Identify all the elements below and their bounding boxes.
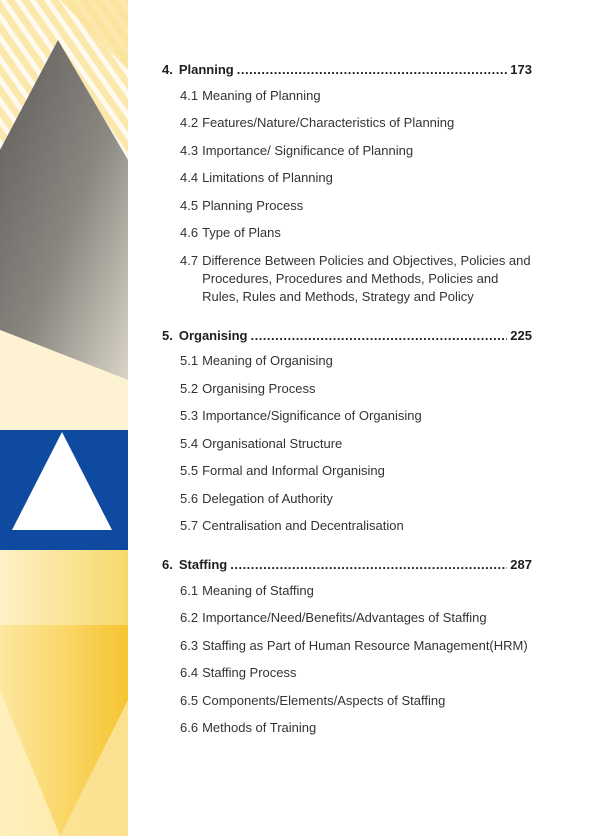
topic-title: Importance/Significance of Organising [202,408,422,423]
topic-number: 4.7 [180,252,199,268]
topic-title: Meaning of Planning [202,87,321,103]
chapter-heading[interactable] [162,557,532,572]
topic-item[interactable] [180,224,532,242]
topic-number: 5.2 [180,380,199,396]
toc-section-staffing [162,557,532,737]
topic-number: 5.6 [180,490,199,506]
topic-title: Type of Plans [202,225,281,240]
topic-title: Features/Nature/Characteristics of Planning [202,115,455,130]
topic-title: Organisational Structure [202,435,343,451]
topic-number: 5.1 [180,353,199,368]
topic-number: 4.3 [180,142,199,158]
topic-number: 4.1 [180,87,199,103]
topic-number: 4.4 [180,170,199,185]
topic-title: Staffing as Part of Human Resource Management(HRM) [202,637,528,653]
topic-number: 6.2 [180,610,199,625]
topic-item[interactable] [180,87,532,105]
topic-item[interactable] [180,352,532,370]
topic-number: 5.5 [180,463,199,478]
topic-item[interactable] [180,169,532,187]
topic-item[interactable] [180,490,532,508]
chapter-number: 6. [162,557,173,572]
topic-number: 5.4 [180,435,199,451]
chapter-heading[interactable] [162,62,532,77]
leader-dots [250,328,507,343]
topic-item[interactable] [180,664,532,682]
chapter-number: 5. [162,327,173,343]
topic-title: Meaning of Staffing [202,582,314,598]
topic-number: 6.1 [180,582,199,598]
topic-number: 6.3 [180,637,199,653]
leader-dots [237,62,508,77]
chapter-number: 4. [162,62,173,77]
topic-item[interactable] [180,462,532,480]
chapter-title: Organising [178,327,248,343]
toc-section-planning [162,62,532,306]
topic-title: Planning Process [202,197,304,213]
topic-item[interactable] [180,197,532,215]
chapter-page-number: 287 [510,557,532,572]
chapter-title: Planning [178,62,234,77]
chapter-heading[interactable] [162,328,532,343]
topic-item[interactable] [180,692,532,710]
topic-title: Importance/ Significance of Planning [202,142,414,158]
topic-item[interactable] [180,609,532,627]
chapter-page-number: 225 [510,327,532,343]
topic-item[interactable] [180,380,532,398]
chapter-page-number: 173 [510,62,532,77]
topic-item[interactable] [180,435,532,453]
topic-item[interactable] [180,719,532,737]
decorative-side-art [0,0,128,836]
topic-number: 4.5 [180,197,199,213]
topic-item[interactable] [180,582,532,600]
chapter-title: Staffing [178,557,228,572]
topic-list [162,582,532,738]
topic-number: 4.6 [180,225,199,240]
topic-title: Components/Elements/Aspects of Staffing [202,692,446,708]
topic-item[interactable] [180,407,532,425]
topic-item[interactable] [180,517,532,535]
topic-title: Delegation of Authority [202,490,333,506]
topic-title: Organising Process [202,380,316,396]
topic-number: 4.2 [180,115,199,130]
topic-title: Staffing Process [202,665,297,680]
topic-item[interactable] [180,637,532,655]
topic-title: Difference Between Policies and Objectives, Policies and Procedures, Procedures and Methods, Policies and Rules, Rules and Methods, Strategy and Policy [202,252,531,304]
topic-title: Limitations of Planning [202,170,333,185]
topic-title: Formal and Informal Organising [202,463,385,478]
topic-number: 6.5 [180,692,199,708]
topic-number: 5.3 [180,408,199,423]
topic-item[interactable] [180,252,532,306]
topic-list [162,352,532,535]
topic-item[interactable] [180,142,532,160]
leader-dots [230,557,507,572]
topic-title: Importance/Need/Benefits/Advantages of Staffing [202,610,487,625]
topic-title: Centralisation and Decentralisation [202,518,404,533]
topic-number: 6.4 [180,665,199,680]
topic-title: Methods of Training [202,720,317,735]
topic-title: Meaning of Organising [202,353,333,368]
topic-number: 5.7 [180,518,199,533]
table-of-contents [162,62,532,759]
topic-item[interactable] [180,114,532,132]
toc-section-organising [162,328,532,536]
topic-list [162,87,532,306]
topic-number: 6.6 [180,720,199,735]
